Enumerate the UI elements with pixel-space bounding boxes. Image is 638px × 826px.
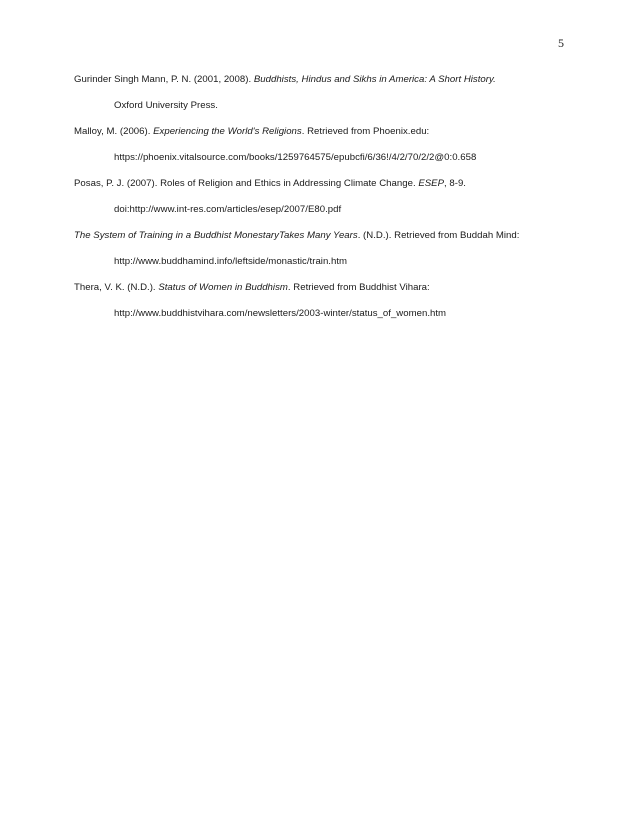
reference-url: https://phoenix.vitalsource.com/books/1259764575/epubcfi/6/36!/4/2/70/2/2@0:0.658 (114, 152, 477, 163)
reference-list (74, 74, 574, 334)
reference-text: . (N.D.). Retrieved from Buddah Mind: (357, 230, 520, 241)
reference-title: Buddhists, Hindus and Sikhs in America: A Short History. (253, 74, 496, 85)
reference-first-line (74, 282, 574, 308)
reference-title: Status of Women in Buddhism (158, 282, 288, 293)
reference-continuation: Oxford University Press. (114, 100, 218, 111)
reference-entry (74, 282, 574, 334)
reference-entry (74, 230, 574, 282)
reference-text: Posas, P. J. (2007). Roles of Religion and Ethics in Addressing Climate Change. (74, 178, 419, 189)
reference-entry (74, 126, 574, 178)
reference-text: . Retrieved from Phoenix.edu: (301, 126, 430, 137)
reference-entry (74, 74, 574, 126)
reference-url: http://www.buddhistvihara.com/newsletters/2003-winter/status_of_women.htm (114, 308, 447, 319)
reference-first-line (74, 126, 574, 152)
reference-text: , 8-9. (444, 178, 466, 189)
reference-text: . Retrieved from Buddhist Vihara: (287, 282, 430, 293)
reference-doi: doi:http://www.int-res.com/articles/esep/2007/E80.pdf (114, 204, 342, 215)
reference-journal: ESEP (418, 178, 445, 189)
page-number: 5 (558, 36, 564, 50)
reference-text: Thera, V. K. (N.D.). (74, 282, 159, 293)
reference-text: Gurinder Singh Mann, P. N. (2001, 2008). (74, 74, 254, 85)
reference-text: Malloy, M. (2006). (74, 126, 154, 137)
reference-entry (74, 178, 574, 230)
reference-title: The System of Training in a Buddhist MonestaryTakes Many Years (74, 230, 358, 241)
reference-first-line (74, 230, 574, 256)
reference-title: Experiencing the World's Religions (153, 126, 302, 137)
reference-url: http://www.buddhamind.info/leftside/monastic/train.htm (114, 256, 348, 267)
reference-first-line (74, 74, 574, 100)
reference-first-line (74, 178, 574, 204)
